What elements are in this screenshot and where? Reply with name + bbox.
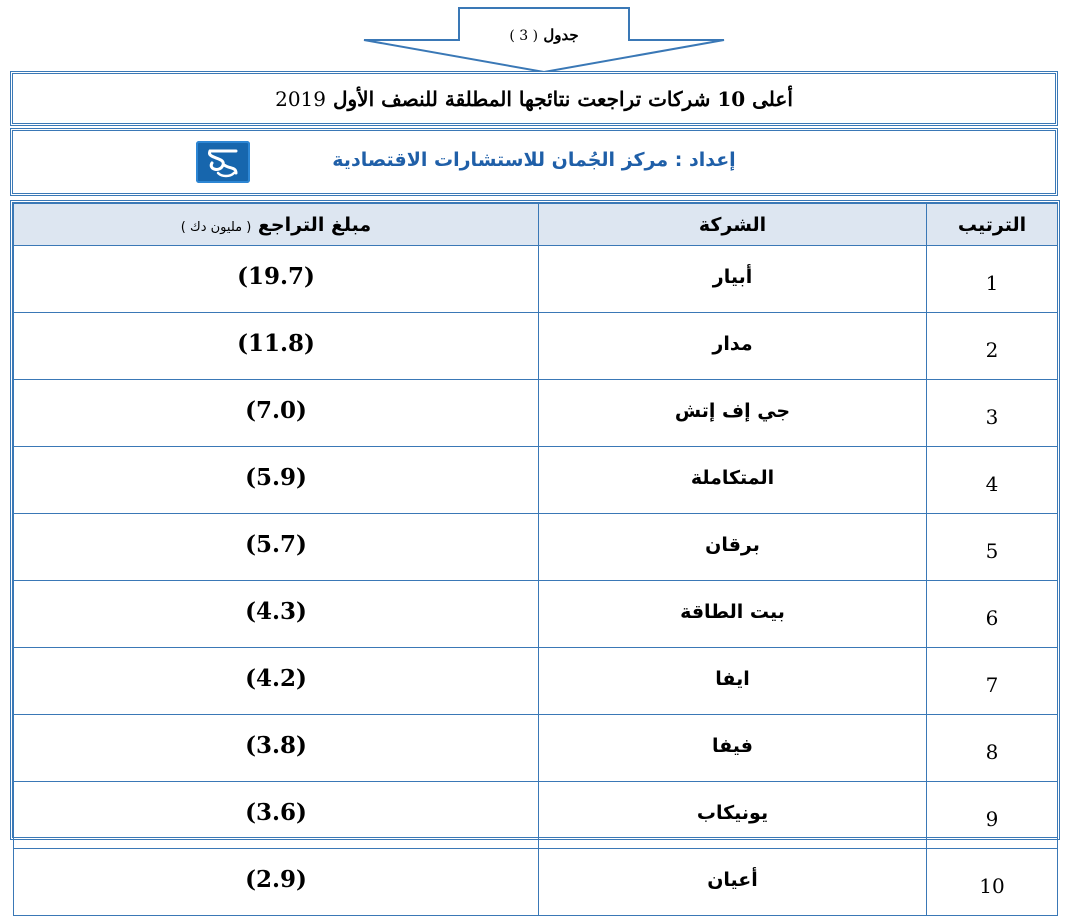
- header-amount-unit: ( مليون دك ): [180, 219, 252, 235]
- rank-cell: 9: [927, 782, 1058, 849]
- amount-cell: (11.8): [14, 313, 539, 380]
- company-cell: بيت الطاقة: [539, 581, 927, 648]
- table-label: [362, 26, 726, 44]
- amount-cell: (5.7): [14, 514, 539, 581]
- amount-cell: (4.3): [14, 581, 539, 648]
- company-cell: يونيكاب: [539, 782, 927, 849]
- header-amount-label: مبلغ التراجع: [257, 213, 372, 236]
- table-row: [14, 380, 1058, 447]
- company-cell: أعيان: [539, 849, 927, 916]
- company-cell: جي إف إتش: [539, 380, 927, 447]
- company-cell: فيفا: [539, 715, 927, 782]
- table-row: [14, 313, 1058, 380]
- rank-cell: 8: [927, 715, 1058, 782]
- aljuman-logo-icon: [196, 141, 250, 183]
- title-text: أعلى 10 شركات تراجعت نتائجها المطلقة للنصف الأول: [332, 87, 793, 111]
- company-cell: مدار: [539, 313, 927, 380]
- table-row: [14, 581, 1058, 648]
- header-amount: [14, 204, 539, 246]
- table-label-text: جدول: [543, 26, 579, 44]
- table-label-arrow: [362, 6, 726, 74]
- ranking-table-frame: [10, 200, 1060, 898]
- rank-cell: 2: [927, 313, 1058, 380]
- table-row: [14, 514, 1058, 581]
- amount-cell: (19.7): [14, 246, 539, 313]
- rank-cell: 10: [927, 849, 1058, 916]
- credit-text: إعداد : مركز الجُمان للاستشارات الاقتصادية: [332, 149, 736, 171]
- table-row: [14, 849, 1058, 916]
- rank-cell: 3: [927, 380, 1058, 447]
- table-row: [14, 715, 1058, 782]
- company-cell: أبيار: [539, 246, 927, 313]
- table-row: [14, 447, 1058, 514]
- amount-cell: (2.9): [14, 849, 539, 916]
- table-row: [14, 246, 1058, 313]
- rank-cell: 6: [927, 581, 1058, 648]
- company-cell: برقان: [539, 514, 927, 581]
- amount-cell: (7.0): [14, 380, 539, 447]
- header-company: الشركة: [539, 204, 927, 246]
- header-rank: الترتيب: [927, 204, 1058, 246]
- rank-cell: 5: [927, 514, 1058, 581]
- rank-cell: 4: [927, 447, 1058, 514]
- ranking-table: [13, 203, 1058, 916]
- company-cell: المتكاملة: [539, 447, 927, 514]
- credit-box: [10, 128, 1058, 196]
- company-cell: ايفا: [539, 648, 927, 715]
- title-box: [10, 71, 1058, 126]
- amount-cell: (5.9): [14, 447, 539, 514]
- title-year: 2019: [275, 87, 326, 111]
- table-row: [14, 782, 1058, 849]
- page-title: [13, 87, 1055, 111]
- amount-cell: (3.8): [14, 715, 539, 782]
- table-number: ( 3 ): [509, 28, 539, 44]
- rank-cell: 1: [927, 246, 1058, 313]
- table-header-row: [14, 204, 1058, 246]
- rank-cell: 7: [927, 648, 1058, 715]
- table-row: [14, 648, 1058, 715]
- amount-cell: (3.6): [14, 782, 539, 849]
- amount-cell: (4.2): [14, 648, 539, 715]
